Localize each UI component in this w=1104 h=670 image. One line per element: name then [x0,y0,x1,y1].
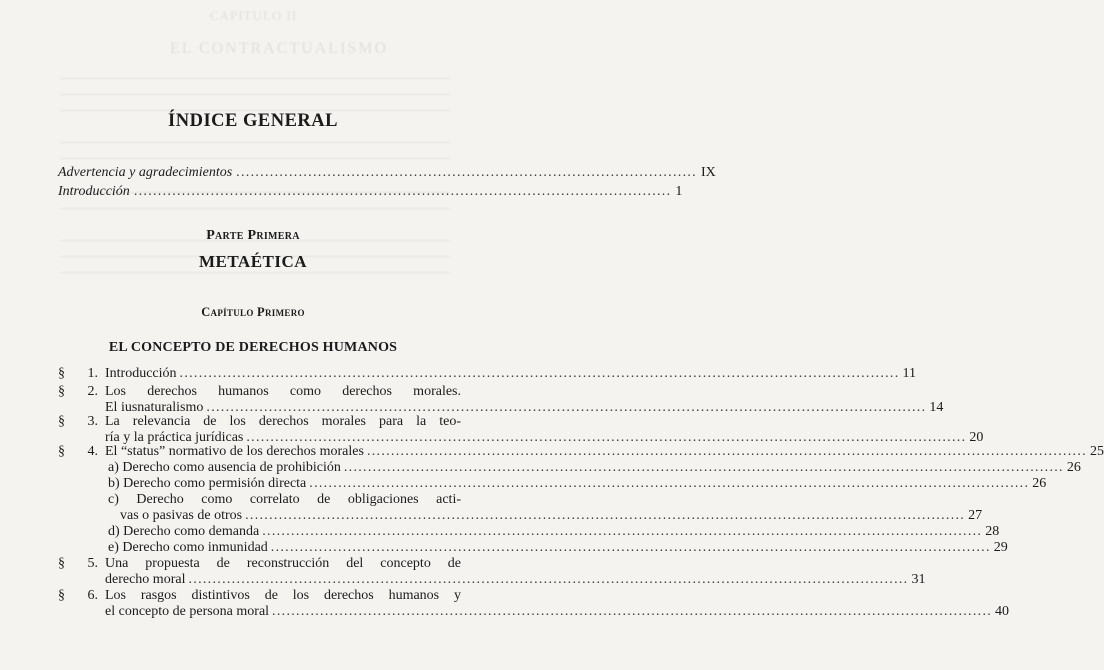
dot-leader: ...................................................................................................................................................... [343,460,1064,475]
entry-text: a) Derecho como ausencia de prohibición [108,460,341,475]
entry-line [108,492,461,508]
toc-entry-label: Advertencia y agradecimientos [58,165,233,180]
dot-leader: ...................................................................................................................................................... [206,400,927,415]
dot-leader: ................................................................................................................ [133,184,672,199]
toc-section-entry[interactable] [58,556,926,588]
entry-line [108,476,1047,492]
entry-page: 28 [985,524,1000,539]
entry-text: Una propuesta de reconstrucción del concepto de [105,556,461,571]
entry-line [105,604,1010,620]
entry-page: 26 [1066,460,1081,475]
entry-line [108,524,1000,540]
dot-leader: ...................................................................................................................................................... [272,604,993,619]
entry-page: 11 [902,366,917,381]
entry-text: el concepto de persona moral [105,604,270,619]
entry-text: c) Derecho como correlato de obligaciones acti- [108,492,461,507]
section-mark: § [58,444,65,459]
entry-line [105,588,461,604]
section-number: 5. [87,556,98,571]
entry-page: 20 [969,430,984,445]
toc-entry[interactable] [58,183,683,201]
chapter-label: Capítulo Primero [201,305,305,319]
page-title: ÍNDICE GENERAL [168,111,338,131]
toc-subsection-entry[interactable] [58,524,1000,540]
entry-line [105,366,917,382]
section-number: 3. [87,414,98,429]
dot-leader: ...................................................................................................................................................... [246,430,967,445]
entry-text: El iusnaturalismo [105,400,204,415]
entry-line [108,460,1081,476]
section-mark: § [58,414,65,429]
entry-line [105,414,461,430]
entry-line [120,508,983,524]
part-title: METAÉTICA [198,252,308,271]
section-mark: § [58,588,65,603]
entry-page: 40 [995,604,1010,619]
section-mark: § [58,556,65,571]
toc-entry-page: 1 [675,184,683,199]
entry-page: 14 [929,400,944,415]
entry-text: Los rasgos distintivos de los derechos humanos y [105,588,461,603]
dot-leader: ...................................................................................................................................................... [179,366,900,381]
entry-text: d) Derecho como demanda [108,524,260,539]
toc-section-entry[interactable] [58,384,944,416]
entry-page: 29 [993,540,1008,555]
entry-text: derecho moral [105,572,186,587]
toc-subsection-entry[interactable] [58,460,1081,476]
section-mark: § [58,384,65,399]
toc-entry-label: Introducción [58,184,130,199]
dot-leader: ...................................................................................................................................................... [262,524,983,539]
toc-section-entry[interactable] [58,588,1010,620]
toc-subsection-entry[interactable] [58,540,1008,556]
toc-entry-page: IX [700,165,716,180]
toc-section-entry[interactable] [58,444,1104,460]
entry-text: Introducción [105,366,177,381]
entry-page: 27 [968,508,983,523]
dot-leader: ...................................................................................................................................................... [270,540,991,555]
entry-text: La relevancia de los derechos morales para la teo- [105,414,461,429]
section-number: 1. [87,366,98,381]
dot-leader: ...................................................................................................................................................... [245,508,966,523]
entry-text: El “status” normativo de los derechos morales [105,444,364,459]
entry-page: 26 [1032,476,1047,491]
toc-entry[interactable] [58,164,716,182]
entry-line [105,556,461,572]
entry-line [105,572,926,588]
section-number: 4. [87,444,98,459]
toc-section-entry[interactable] [58,366,917,382]
entry-page: 25 [1089,444,1104,459]
dot-leader: ................................................................................................ [236,165,697,180]
chapter-title: EL CONCEPTO DE DERECHOS HUMANOS [108,340,398,355]
dot-leader: ...................................................................................................................................................... [188,572,909,587]
section-number: 2. [87,384,98,399]
entry-page: 31 [911,572,926,587]
entry-text: b) Derecho como permisión directa [108,476,307,491]
entry-text: ría y la práctica jurídicas [105,430,244,445]
dot-leader: ...................................................................................................................................................... [366,444,1087,459]
toc-subsection-entry[interactable] [58,476,1047,492]
toc-section-entry[interactable] [58,414,984,446]
part-label: Parte Primera [206,228,300,243]
entry-line [108,540,1008,556]
section-number: 6. [87,588,98,603]
toc-subsection-entry[interactable] [58,492,983,524]
entry-text: vas o pasivas de otros [120,508,243,523]
entry-line [105,384,461,400]
dot-leader: ...................................................................................................................................................... [309,476,1030,491]
entry-text: e) Derecho como inmunidad [108,540,268,555]
bleed-through-title: EL CONTRACTUALISMO [170,40,389,57]
bleed-through-header: CAPITULO II [210,8,298,23]
entry-text: Los derechos humanos como derechos morales. [105,384,461,399]
entry-line [105,444,1104,460]
section-mark: § [58,366,65,381]
